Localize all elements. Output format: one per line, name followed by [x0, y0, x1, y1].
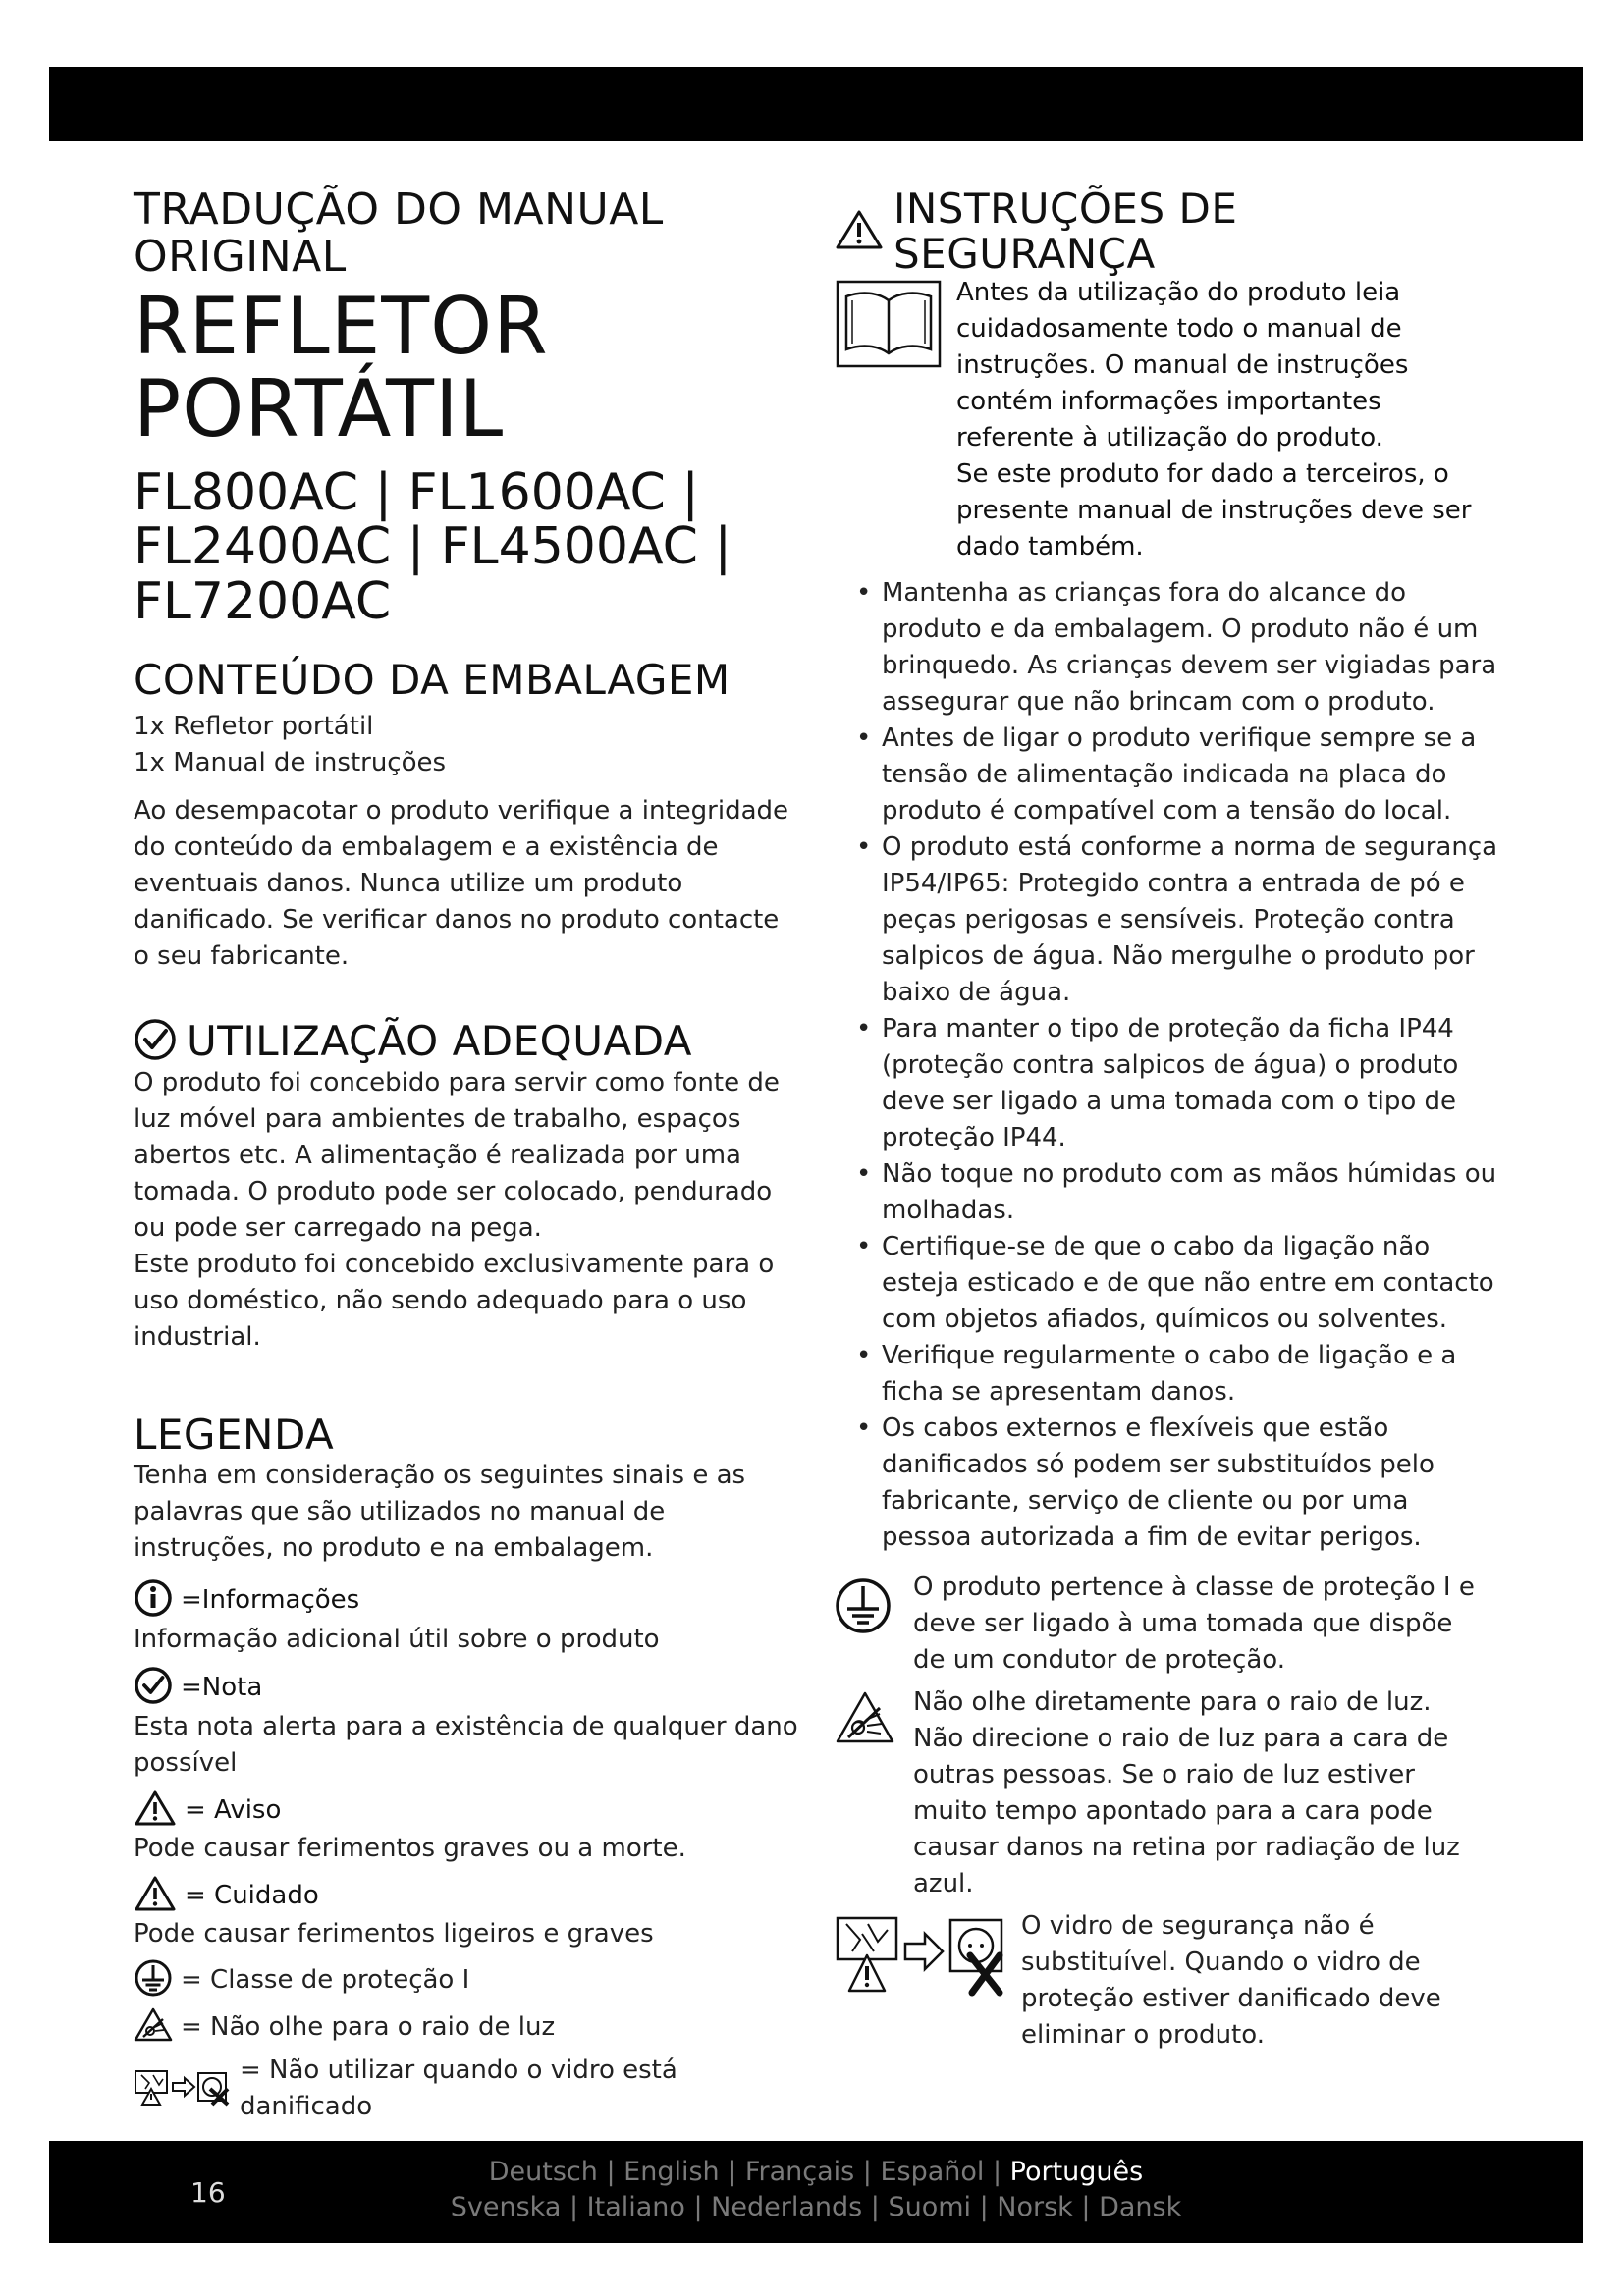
- safety-bullet-list: [835, 575, 1502, 1556]
- model-list: [134, 462, 801, 632]
- language-line-2: Svenska | Italiano | Nederlands | Suomi | Norsk | Dansk: [450, 2192, 1182, 2222]
- legend-note: [134, 1666, 801, 1709]
- legend-caution-label: = Cuidado: [185, 1880, 319, 1910]
- list-item: • Verifique regularmente o cabo de ligação e a ficha se apresentam danos.: [856, 1341, 1457, 1408]
- warning-triangle-icon: [835, 209, 884, 254]
- legend-class-label: = Classe de proteção I: [181, 1964, 470, 1995]
- read-manual-text: [956, 275, 1498, 565]
- legend-no-look: [134, 2007, 801, 2047]
- legend-warning: [134, 1789, 801, 1831]
- list-item: • Mantenha as crianças fora do alcance do produto e da embalagem. O produto não é um brinquedo. As crianças devem ser vigiadas para assegurar que não brincam com o produto.: [856, 578, 1497, 718]
- language-list: [49, 2155, 1583, 2225]
- usage-text-1: O produto foi concebido para servir como fonte de luz móvel para ambientes de trabalho, espaços abertos etc. A alimentação é realizada por uma tomada. O produto pode ser colocado, pendurado ou pode ser carregado na pega.: [134, 1067, 780, 1243]
- book-icon: [835, 279, 943, 373]
- top-bar: [49, 67, 1583, 141]
- legend-warning-label: = Aviso: [185, 1794, 282, 1825]
- list-item: • Para manter o tipo de proteção da ficha IP44 (proteção contra salpicos de água) o produto deve ser ligado a uma tomada com o tipo de proteção IP44.: [856, 1014, 1459, 1153]
- list-item: • O produto está conforme a norma de segurança IP54/IP65: Protegido contra a entrada de pó e peças perigosas e sensíveis. Proteção contra salpicos de água. Não mergulhe o produto por baixo de água.: [856, 832, 1498, 1008]
- models-line-3: FL7200AC: [134, 572, 392, 632]
- legend-warning-desc: Pode causar ferimentos graves ou a morte.: [134, 1834, 686, 1864]
- list-item: • Antes de ligar o produto verifique sempre se a tensão de alimentação indicada na placa do produto é compatível com a tensão do local.: [856, 723, 1477, 827]
- contents-item-2: 1x Manual de instruções: [134, 747, 447, 777]
- models-line-1: FL800AC | FL1600AC |: [134, 462, 699, 522]
- languages-inactive: Deutsch | English | Français | Español |: [488, 2157, 1010, 2187]
- list-item: • Não toque no produto com as mãos húmidas ou molhadas.: [856, 1159, 1497, 1226]
- list-item: • Os cabos externos e flexíveis que estão danificados só podem ser substituídos pelo fabricante, serviço de cliente ou por uma pessoa autorizada a fim de evitar perigos.: [856, 1414, 1435, 1553]
- legend-info-label: =Informações: [181, 1584, 360, 1615]
- legend-protection-class: [134, 1958, 801, 2002]
- document-subtitle: TRADUÇÃO DO MANUAL ORIGINAL: [134, 185, 664, 283]
- usage-heading-row: [134, 1018, 801, 1065]
- ground-icon: [134, 1958, 173, 2002]
- ground-icon: [835, 1577, 892, 1638]
- models-line-2: FL2400AC | FL4500AC |: [134, 517, 731, 577]
- contents-heading: CONTEÚDO DA EMBALAGEM: [134, 655, 731, 704]
- no-look-light-text: Não olhe diretamente para o raio de luz. Não direcione o raio de luz para a cara de outras pessoas. Se o raio de luz estiver muito tempo apontado para a cara pode causar danos na retina por radiação de luz azul.: [913, 1687, 1460, 1899]
- right-column: [835, 187, 1502, 2054]
- legend-heading: LEGENDA: [134, 1410, 335, 1459]
- protection-class-block: [835, 1570, 1502, 1679]
- legend-note-label: =Nota: [181, 1672, 263, 1702]
- safety-heading: INSTRUÇÕES DE SEGURANÇA: [893, 185, 1238, 279]
- broken-glass-text: O vidro de segurança não é substituível. Quando o vidro de proteção estiver danificado deve eliminar o produto.: [1021, 1911, 1441, 2051]
- no-look-light-icon: [134, 2007, 173, 2047]
- manual-text-2: Se este produto for dado a terceiros, o presente manual de instruções deve ser dado também.: [956, 459, 1472, 562]
- legend-light-label: = Não olhe para o raio de luz: [181, 2011, 556, 2042]
- page-number: 16: [190, 2176, 226, 2209]
- legend-info: [134, 1578, 801, 1622]
- warning-triangle-icon: [134, 1789, 177, 1831]
- document-title: REFLETOR PORTÁTIL: [134, 280, 549, 454]
- left-column: [134, 187, 801, 2186]
- check-circle-icon: [134, 1018, 177, 1065]
- legend-caution-desc: Pode causar ferimentos ligeiros e graves: [134, 1919, 654, 1949]
- legend-intro: Tenha em consideração os seguintes sinais e as palavras que são utilizados no manual de instruções, no produto e na embalagem.: [134, 1461, 746, 1564]
- read-manual-block: [835, 275, 1502, 565]
- usage-text-2: Este produto foi concebido exclusivamente para o uso doméstico, não sendo adequado para o uso industrial.: [134, 1249, 775, 1352]
- legend-glass-label: = Não utilizar quando o vidro está danificado: [240, 2056, 677, 2122]
- footer-bar: [49, 2141, 1583, 2243]
- legend-broken-glass: [134, 2053, 801, 2125]
- contents-text: Ao desempacotar o produto verifique a integridade do conteúdo da embalagem e a existência de eventuais danos. Nunca utilize um produto danificado. Se verificar danos no produto contacte o seu fabricante.: [134, 795, 788, 971]
- check-circle-icon: [134, 1666, 173, 1709]
- legend-info-desc: Informação adicional útil sobre o produto: [134, 1625, 660, 1655]
- language-active: Português: [1009, 2157, 1144, 2187]
- contents-item-1: 1x Refletor portátil: [134, 711, 374, 741]
- manual-text-1: Antes da utilização do produto leia cuidadosamente todo o manual de instruções. O manual de instruções contém informações importantes referente à utilização do produto.: [956, 278, 1409, 454]
- warning-triangle-icon: [134, 1875, 177, 1916]
- no-look-light-icon: [835, 1690, 895, 1749]
- legend-note-desc: Esta nota alerta para a existência de qualquer dano possível: [134, 1712, 798, 1779]
- protection-class-text: O produto pertence à classe de proteção I e deve ser ligado à uma tomada que dispõe de um condutor de proteção.: [913, 1573, 1475, 1676]
- safety-heading-row: [835, 187, 1502, 277]
- language-line-1: [49, 2155, 1583, 2190]
- info-icon: [134, 1578, 173, 1622]
- list-item: • Certifique-se de que o cabo da ligação não esteja esticado e de que não entre em contacto com objetos afiados, químicos ou solventes.: [856, 1232, 1494, 1335]
- usage-heading: UTILIZAÇÃO ADEQUADA: [187, 1016, 693, 1065]
- legend-caution: [134, 1875, 801, 1916]
- no-look-light-block: [835, 1684, 1502, 1902]
- broken-glass-icon: [835, 1912, 1007, 2001]
- broken-glass-block: [835, 1908, 1502, 2054]
- broken-glass-icon: [134, 2067, 232, 2110]
